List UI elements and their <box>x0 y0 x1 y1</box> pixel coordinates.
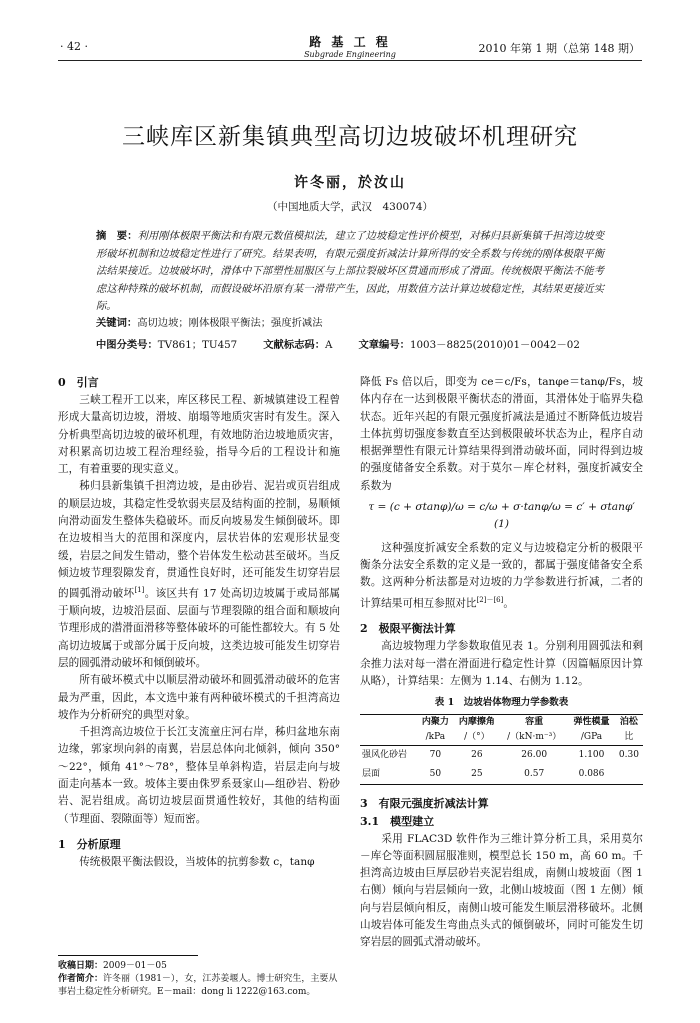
table-header-cell: 泊松 <box>615 714 643 730</box>
table-cell: 0.57 <box>500 765 568 785</box>
footnote <box>58 960 340 999</box>
principle-paragraph-1: 传统极限平衡法假设，当坡体的抗剪参数 c，tanφ <box>79 855 315 868</box>
issue-info: 2010 年第 1 期（总第 148 期） <box>478 42 640 55</box>
table-unit-cell: /（°） <box>453 730 500 746</box>
intro-paragraph-1: 三峡工程开工以来，库区移民工程、新城镇建设工程曾形成大量高切边坡，滑坡、崩塌等地质灾害时有发生。深入分析典型高切边坡的破坏机理，有效地防治边坡地质灾害，对积累高切边坡工程治理经验，指导今后的工程设计和施工，有着重要的现实意义。 <box>58 394 340 476</box>
table-cell: 强风化砂岩 <box>362 749 408 760</box>
table-cell: 70 <box>429 749 442 760</box>
table-header-cell <box>360 714 417 730</box>
left-column <box>58 374 340 871</box>
table-header-cell: 容重 <box>500 714 568 730</box>
citation-ref: [1] <box>134 586 145 595</box>
table-cell: 26 <box>471 749 483 760</box>
principle-paragraph-3-text: 这种强度折减安全系数的定义与边坡稳定分析的极限平衡条分法安全系数的定义是一致的，都属于强度储备安全系数。这两种分析法都是对边坡的力学参数进行折减，二者的计算结果可相互参照对比 <box>360 541 643 610</box>
section-3-heading: 3 有限元强度折减法计算 <box>360 796 489 810</box>
clc-label: 中图分类号： <box>96 339 158 351</box>
intro-paragraph-2-text: 秭归县新集镇千担湾边坡，是由砂岩、泥岩或页岩组成的顺层边坡，其稳定性受软弱夹层及结构面的控制，易顺倾向滑动面发生整体失稳破坏。而反向坡易发生倾倒破坏。即在边坡相当大的范围和深度内，层状岩体的宏观形状显变缓，岩层之间发生错动，整个岩体发生松动甚至破坏。当反倾边坡节理裂隙发育，贯通性良好时，还可能发生切穿岩层的圆弧滑动破坏 <box>58 480 340 600</box>
keywords-label: 关键词： <box>96 317 138 329</box>
principle-paragraph-2: 降低 Fs 倍以后，即变为 ce＝c/Fs，tanφe＝tanφ/Fs，坡体内存在一达到极限平衡状态的滑面，其滑体处于临界失稳状态。近年兴起的有限元强度折减法是通过不断降低边坡岩土体抗剪切强度参数直至达到极限破坏状态为止，程序自动根据弹塑性有限元计算结果得到滑动破坏面，同时得到边坡的强度储备安全系数。对于莫尔－库仑材料，强度折减安全系数为 <box>360 376 643 492</box>
header-rule <box>58 60 642 61</box>
fem-model-paragraph: 采用 FLAC3D 软件作为三维计算分析工具，采用莫尔－库仑等面积圆屈服准则，模型总长 150 m，高 60 m。千担湾高边坡由巨厚层砂岩夹泥岩组成，南侧山坡坡面（图 1 右侧）倾向与岩层倾向一致，北侧山坡坡面（图 1 左侧）倾向与岩层倾向相反，南侧山坡可能发生顺层滑移破坏。北侧山坡岩体可能发生弯曲点头式的倾倒破坏，同时可能发生切穿岩层的圆弧式滑动破坏。 <box>360 832 643 949</box>
table-1 <box>360 714 643 785</box>
right-column <box>360 374 646 952</box>
table-unit-cell <box>360 730 417 746</box>
table-1-title: 表 1 边坡岩体物理力学参数表 <box>434 697 569 709</box>
limit-eq-paragraph: 高边坡物理力学参数取值见表 1。分别利用圆弧法和剩余推力法对每一潜在滑面进行稳定性计算（因篇幅原因计算从略），计算结果：左侧为 1.14、右侧为 1.12。 <box>360 640 643 687</box>
table-header-cell: 内摩擦角 <box>453 714 500 730</box>
author-bio: 许冬丽（1981－），女，江苏姜堰人。博士研究生，主要从事岩土稳定性分析研究。E－mail：dong li 1222@163.com。 <box>58 974 338 997</box>
table-units-row <box>360 730 643 746</box>
section-3-1-heading: 3.1 模型建立 <box>360 814 435 828</box>
footnote-rule <box>58 955 198 956</box>
abstract-text: 利用刚体极限平衡法和有限元数值模拟法，建立了边坡稳定性评价模型，对秭归县新集镇千担湾边坡变形破坏机制和边坡稳定性进行了研究。结果表明，有限元强度折减法计算所得的安全系数与传统的刚体极限平衡法结果接近。边坡破坏时，滑体中下部塑性屈服区与上部拉裂破坏区贯通而形成了滑面。传统极限平衡法不能考虑这种特殊的破坏机制，而假设破坏沿原有某一滑带产生，因此，用数值方法计算边坡稳定性，其结果更接近实际。 <box>96 230 605 312</box>
intro-paragraph-2-tail: 。该区共有 17 处高切边坡属于或局部属于顺向坡，边坡沿层面、层面与节理裂隙的组合面和顺坡向节理形成的潜滑面滑移等整体破坏的可能性都较大。有 5 处高切边坡属于或部分属于反向坡，这类边坡可能发生切穿岩层的圆弧滑动破坏和倾倒破坏。 <box>58 587 340 669</box>
author-bio-label: 作者简介： <box>58 974 104 984</box>
abstract-label: 摘 要： <box>96 230 138 242</box>
article-no-value: 1003－8825(2010)01－0042－02 <box>409 339 580 351</box>
principle-paragraph-3-tail: 。 <box>503 597 514 610</box>
table-header-cell: 弹性模量 <box>568 714 615 730</box>
clc-value: TV861；TU457 <box>157 339 238 351</box>
table-row <box>360 745 643 765</box>
table-cell: 25 <box>453 765 500 785</box>
table-cell: 26.00 <box>521 749 548 760</box>
table-cell <box>615 765 643 785</box>
page-number: · 42 · <box>60 40 88 53</box>
principle-paragraph-3 <box>360 540 643 613</box>
doc-code-label: 文献标志码： <box>263 339 326 351</box>
table-header-cell: 内聚力 <box>417 714 453 730</box>
doc-code-value: A <box>325 339 333 351</box>
journal-header <box>230 33 470 59</box>
table-cell: 层面 <box>360 765 417 785</box>
received-date: 2009－01－05 <box>103 961 167 971</box>
table-cell: 0.30 <box>618 749 639 760</box>
received-label: 收稿日期： <box>58 961 104 971</box>
intro-paragraph-3: 所有破坏模式中以顺层滑动破坏和圆弧滑动破坏的危害最为严重，因此，本文选中兼有两种破坏模式的千担湾高边坡作为分析研究的典型对象。 <box>58 674 340 721</box>
table-unit-cell: /（kN·m⁻³） <box>500 730 568 746</box>
classification-line <box>96 336 604 351</box>
keywords <box>96 314 604 329</box>
table-cell: 0.086 <box>568 765 615 785</box>
citation-ref-range: [2]－[6] <box>476 595 504 604</box>
paper-title: 三峡库区新集镇典型高切边坡破坏机理研究 <box>122 124 578 150</box>
article-no-label: 文章编号： <box>358 339 410 351</box>
keywords-text: 高切边坡；刚体极限平衡法；强度折减法 <box>137 317 323 329</box>
intro-paragraph-2 <box>58 478 340 672</box>
section-1-heading: 1 分析原理 <box>58 837 121 851</box>
table-unit-cell: 比 <box>615 730 643 746</box>
paper-affiliation: （中国地质大学，武汉 430074） <box>266 201 434 213</box>
table-cell: 50 <box>417 765 453 785</box>
journal-title-en: Subgrade Engineering <box>304 50 396 59</box>
journal-title-cn: 路 基 工 程 <box>309 35 391 49</box>
abstract <box>96 228 604 316</box>
table-unit-cell: /kPa <box>417 730 453 746</box>
section-0-heading: 0 引言 <box>58 376 99 389</box>
equation-1: τ = (c + σtanφ)/ω = c/ω + σ·tanφ/ω = c′ + σtanφ′ (1) <box>368 501 646 531</box>
table-unit-cell: /GPa <box>568 730 615 746</box>
section-2-heading: 2 极限平衡法计算 <box>360 622 456 636</box>
intro-paragraph-4: 千担湾高边坡位于长江支流童庄河右岸，秭归盆地东南边缘，郭家坝向斜的南翼，岩层总体向北倾斜，倾向 350°～22°，倾角 41°～78°，整体呈单斜构造，岩层走向与坡面走向基本一致。坡体主要由侏罗系聂家山—组砂岩、粉砂岩、泥岩组成。高切边坡层面贯通性较好，其他的结构面（节理面、裂隙面等）短而密。 <box>58 726 340 825</box>
table-header-row <box>360 714 643 730</box>
table-row <box>360 765 643 785</box>
table-cell: 1.100 <box>578 749 605 760</box>
paper-authors: 许冬丽，於汝山 <box>294 175 406 191</box>
